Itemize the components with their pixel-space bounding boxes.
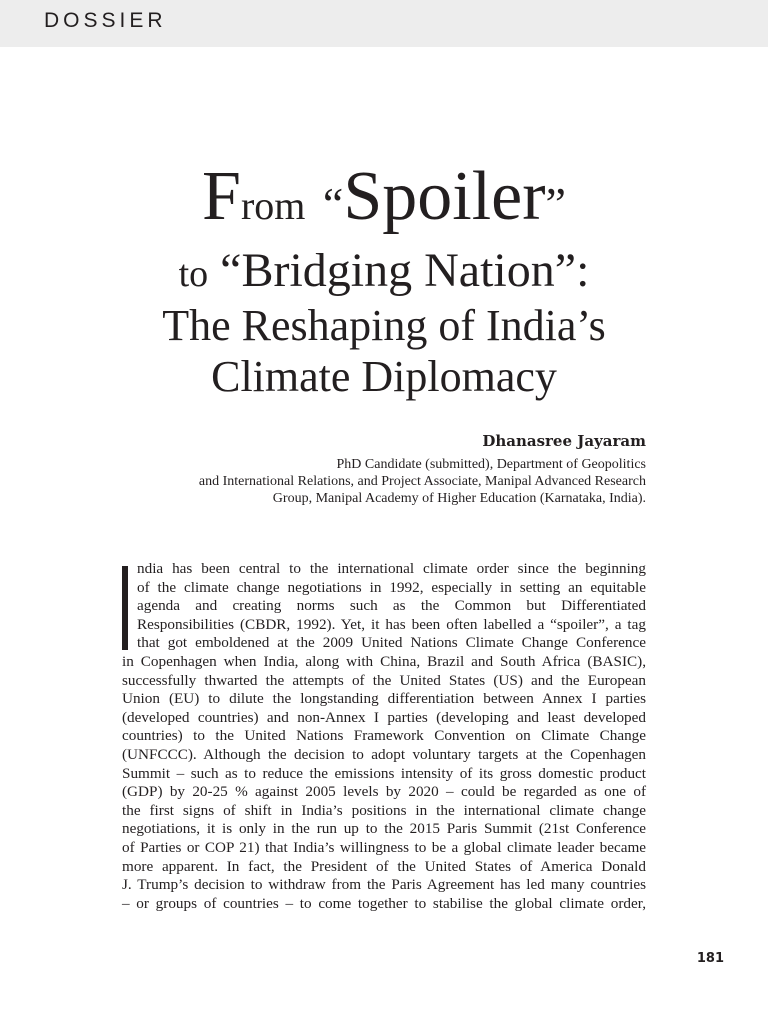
body-line: that got emboldened at the 2009 United Nations Climate Change Conference <box>137 634 646 652</box>
body-line: (developed countries) and non-Annex I parties (developing and least developed <box>122 708 646 726</box>
body-line: (UNFCCC). Although the decision to adopt voluntary targets at the Copenhagen <box>122 745 646 763</box>
title-line-4: Climate Diplomacy <box>211 352 557 401</box>
article-body <box>122 560 646 913</box>
body-line: of Parties or COP 21) that India’s willingness to be a global climate leader became <box>122 838 646 856</box>
title-big-f: F <box>202 158 241 235</box>
body-line: (GDP) by 20-25 % against 2005 levels by 2020 – could be regarded as one of <box>122 783 646 801</box>
article-title <box>0 158 768 402</box>
body-line: ndia has been central to the international climate order since the beginning <box>137 560 646 577</box>
body-line: more apparent. In fact, the President of the United States of America Donald <box>122 857 646 875</box>
title-line-1 <box>0 158 768 245</box>
title-open-quote: “ <box>322 178 344 229</box>
title-close-quote: ” <box>545 178 566 229</box>
section-label: DOSSIER <box>44 9 167 32</box>
body-line: countries) to the United Nations Framework Convention on Climate Change <box>122 727 646 745</box>
body-line: negotiations, it is only in the run up to the 2015 Paris Summit (21st Conference <box>122 820 646 838</box>
body-line: agenda and creating norms such as the Common but Differentiated <box>137 597 646 615</box>
title-to: to <box>178 253 209 295</box>
affiliation-line: PhD Candidate (submitted), Department of Geopolitics <box>336 457 646 472</box>
title-spoiler: Spoiler <box>343 158 546 235</box>
body-line: the first signs of shift in India’s positions in the international climate change <box>122 801 646 819</box>
title-line-2 <box>0 245 768 300</box>
author-affiliation <box>26 456 646 507</box>
body-line: – or groups of countries – to come together to stabilise the global climate order, <box>122 894 646 912</box>
body-line: successfully thwarted the attempts of the United States (US) and the European <box>122 671 646 689</box>
body-line: in Copenhagen when India, along with China, Brazil and South Africa (BASIC), <box>122 652 646 670</box>
header-band <box>0 0 768 47</box>
title-bridging-nation: “Bridging Nation”: <box>220 244 590 297</box>
affiliation-line: Group, Manipal Academy of Higher Education (Karnataka, India). <box>272 491 646 506</box>
body-line: Union (EU) to dilute the longstanding differentiation between Annex I parties <box>122 690 646 708</box>
title-line-3: The Reshaping of India’s <box>162 301 606 350</box>
body-line: Summit – such as to reduce the emissions intensity of its gross domestic product <box>122 764 646 782</box>
body-line: of the climate change negotiations in 1992, especially in setting an equitable <box>137 578 646 596</box>
body-line: Responsibilities (CBDR, 1992). Yet, it has been often labelled a “spoiler”, a tag <box>137 615 646 633</box>
author-name: Dhanasree Jayaram <box>482 432 646 450</box>
body-line: J. Trump’s decision to withdraw from the Paris Agreement has led many countries <box>122 876 646 894</box>
page-number: 181 <box>696 951 724 966</box>
title-rom: rom <box>240 183 306 228</box>
affiliation-line: and International Relations, and Project Associate, Manipal Advanced Research <box>198 474 646 489</box>
